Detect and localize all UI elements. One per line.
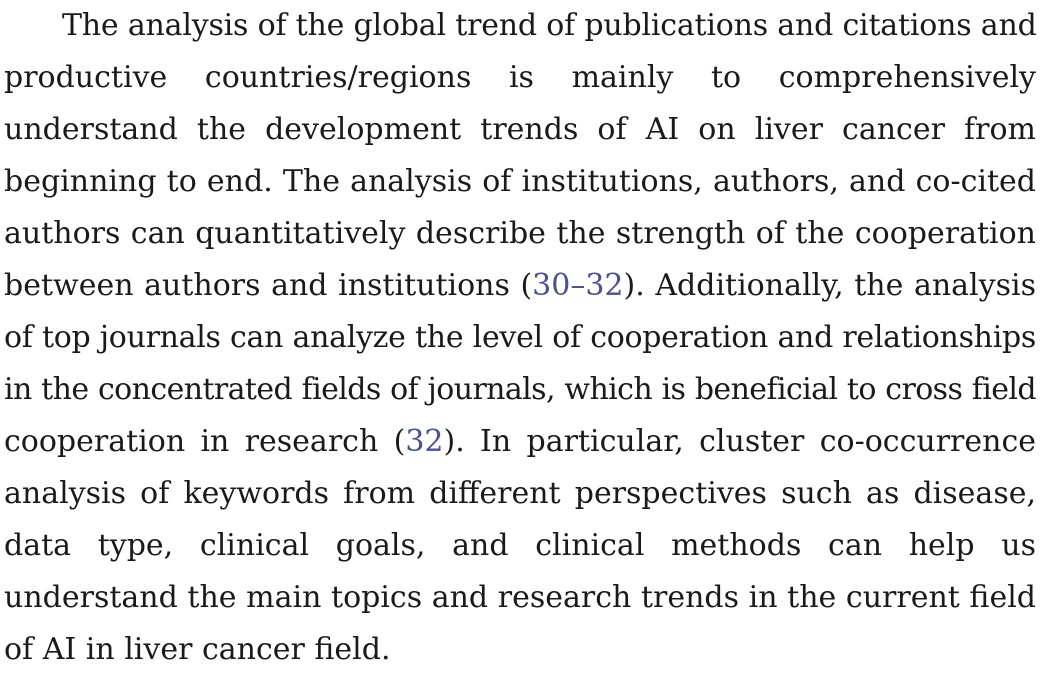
paragraph-line: authors can quantitatively describe the strength of the cooperation (4, 216, 1036, 251)
line-text: ). In particular, cluster co-occurrence (443, 424, 1037, 459)
body-paragraph (4, 0, 1036, 676)
citation-link-32[interactable]: 32 (405, 424, 444, 459)
paragraph-line: in the concentrated fields of journals, which is beneficial to cross field (4, 372, 1036, 407)
paragraph-line: analysis of keywords from different perspectives such as disease, (4, 476, 1036, 511)
line-text: ). Additionally, the analysis (623, 268, 1036, 303)
paragraph-line: understand the development trends of AI on liver cancer from (4, 112, 1036, 147)
paragraph-line: understand the main topics and research trends in the current field (4, 580, 1036, 615)
paragraph-line: of top journals can analyze the level of cooperation and relationships (4, 320, 1036, 355)
paragraph-line: beginning to end. The analysis of institutions, authors, and co-cited (4, 164, 1036, 199)
line-text: between authors and institutions ( (4, 268, 533, 303)
paragraph-line: productive countries/regions is mainly to comprehensively (4, 60, 1036, 95)
citation-link-30-32[interactable]: 30–32 (532, 268, 624, 303)
paragraph-line: The analysis of the global trend of publications and citations and (62, 8, 1037, 43)
paragraph-line (4, 416, 1036, 468)
line-text: cooperation in research ( (4, 424, 406, 459)
paragraph-line (4, 260, 1036, 312)
paragraph-line: of AI in liver cancer field. (4, 632, 391, 667)
paragraph-line: data type, clinical goals, and clinical methods can help us (4, 528, 1036, 563)
